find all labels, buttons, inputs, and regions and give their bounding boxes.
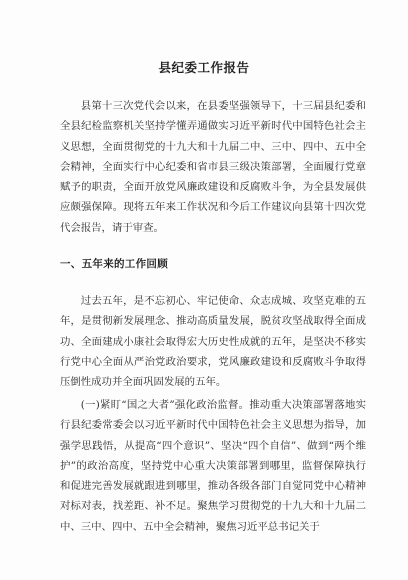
item-paragraph: (一)紧盯“国之大者”强化政治监督。推动重大决策部署落地实行县纪委常委会以习近平新时代中国特色社会主义思想为指导，加强学思践悟，从提高“四个意识”、坚决“四个自信”、做到“两个维护”的政治高度，坚持党中心重大决策部署到哪里，监督保障执行和促进完善发展就跟进到哪里，推动各级各部门自觉同党中心精神对标对表，找差距、补不足。聚焦学习贯彻党的十九大和十九届二中、三中、四中、五中全会精神，聚焦习近平总书记关于 (60, 399, 366, 533)
section-heading: 一、五年来的工作回顾 (60, 258, 168, 270)
intro-paragraph-block (60, 96, 366, 238)
section-paragraph-block (60, 291, 366, 392)
document-title: 县纪委工作报告 (158, 60, 250, 75)
item-paragraph-block (60, 395, 366, 537)
intro-paragraph: 县第十三次党代会以来，在县委坚强领导下，十三届县纪委和全县纪检监察机关坚持学懂弄通做实习近平新时代中国特色社会主义思想，全面贯彻党的十九大和十九届二中、三中、四中、五中全会精神，全面实行中心纪委和省市县三级决策部署，全面履行党章赋予的职责，全面开放党风廉政建设和反腐败斗争，为全县发展供应颇强保障。现将五年来工作状况和今后工作建议向县第十四次党代会报告，请于审查。 (60, 100, 366, 234)
section-paragraph: 过去五年，是不忘初心、牢记使命、众志成城、攻坚克难的五年，是贯彻新发展理念、推动高质量发展，脱贫攻坚战取得全面成功、全面建成小康社会取得宏大历史性成就的五年，是坚决不移实行党中心全面从严治党政治要求，党风廉政建设和反腐败斗争取得压倒性成功并全面巩固发展的五年。 (60, 295, 366, 389)
